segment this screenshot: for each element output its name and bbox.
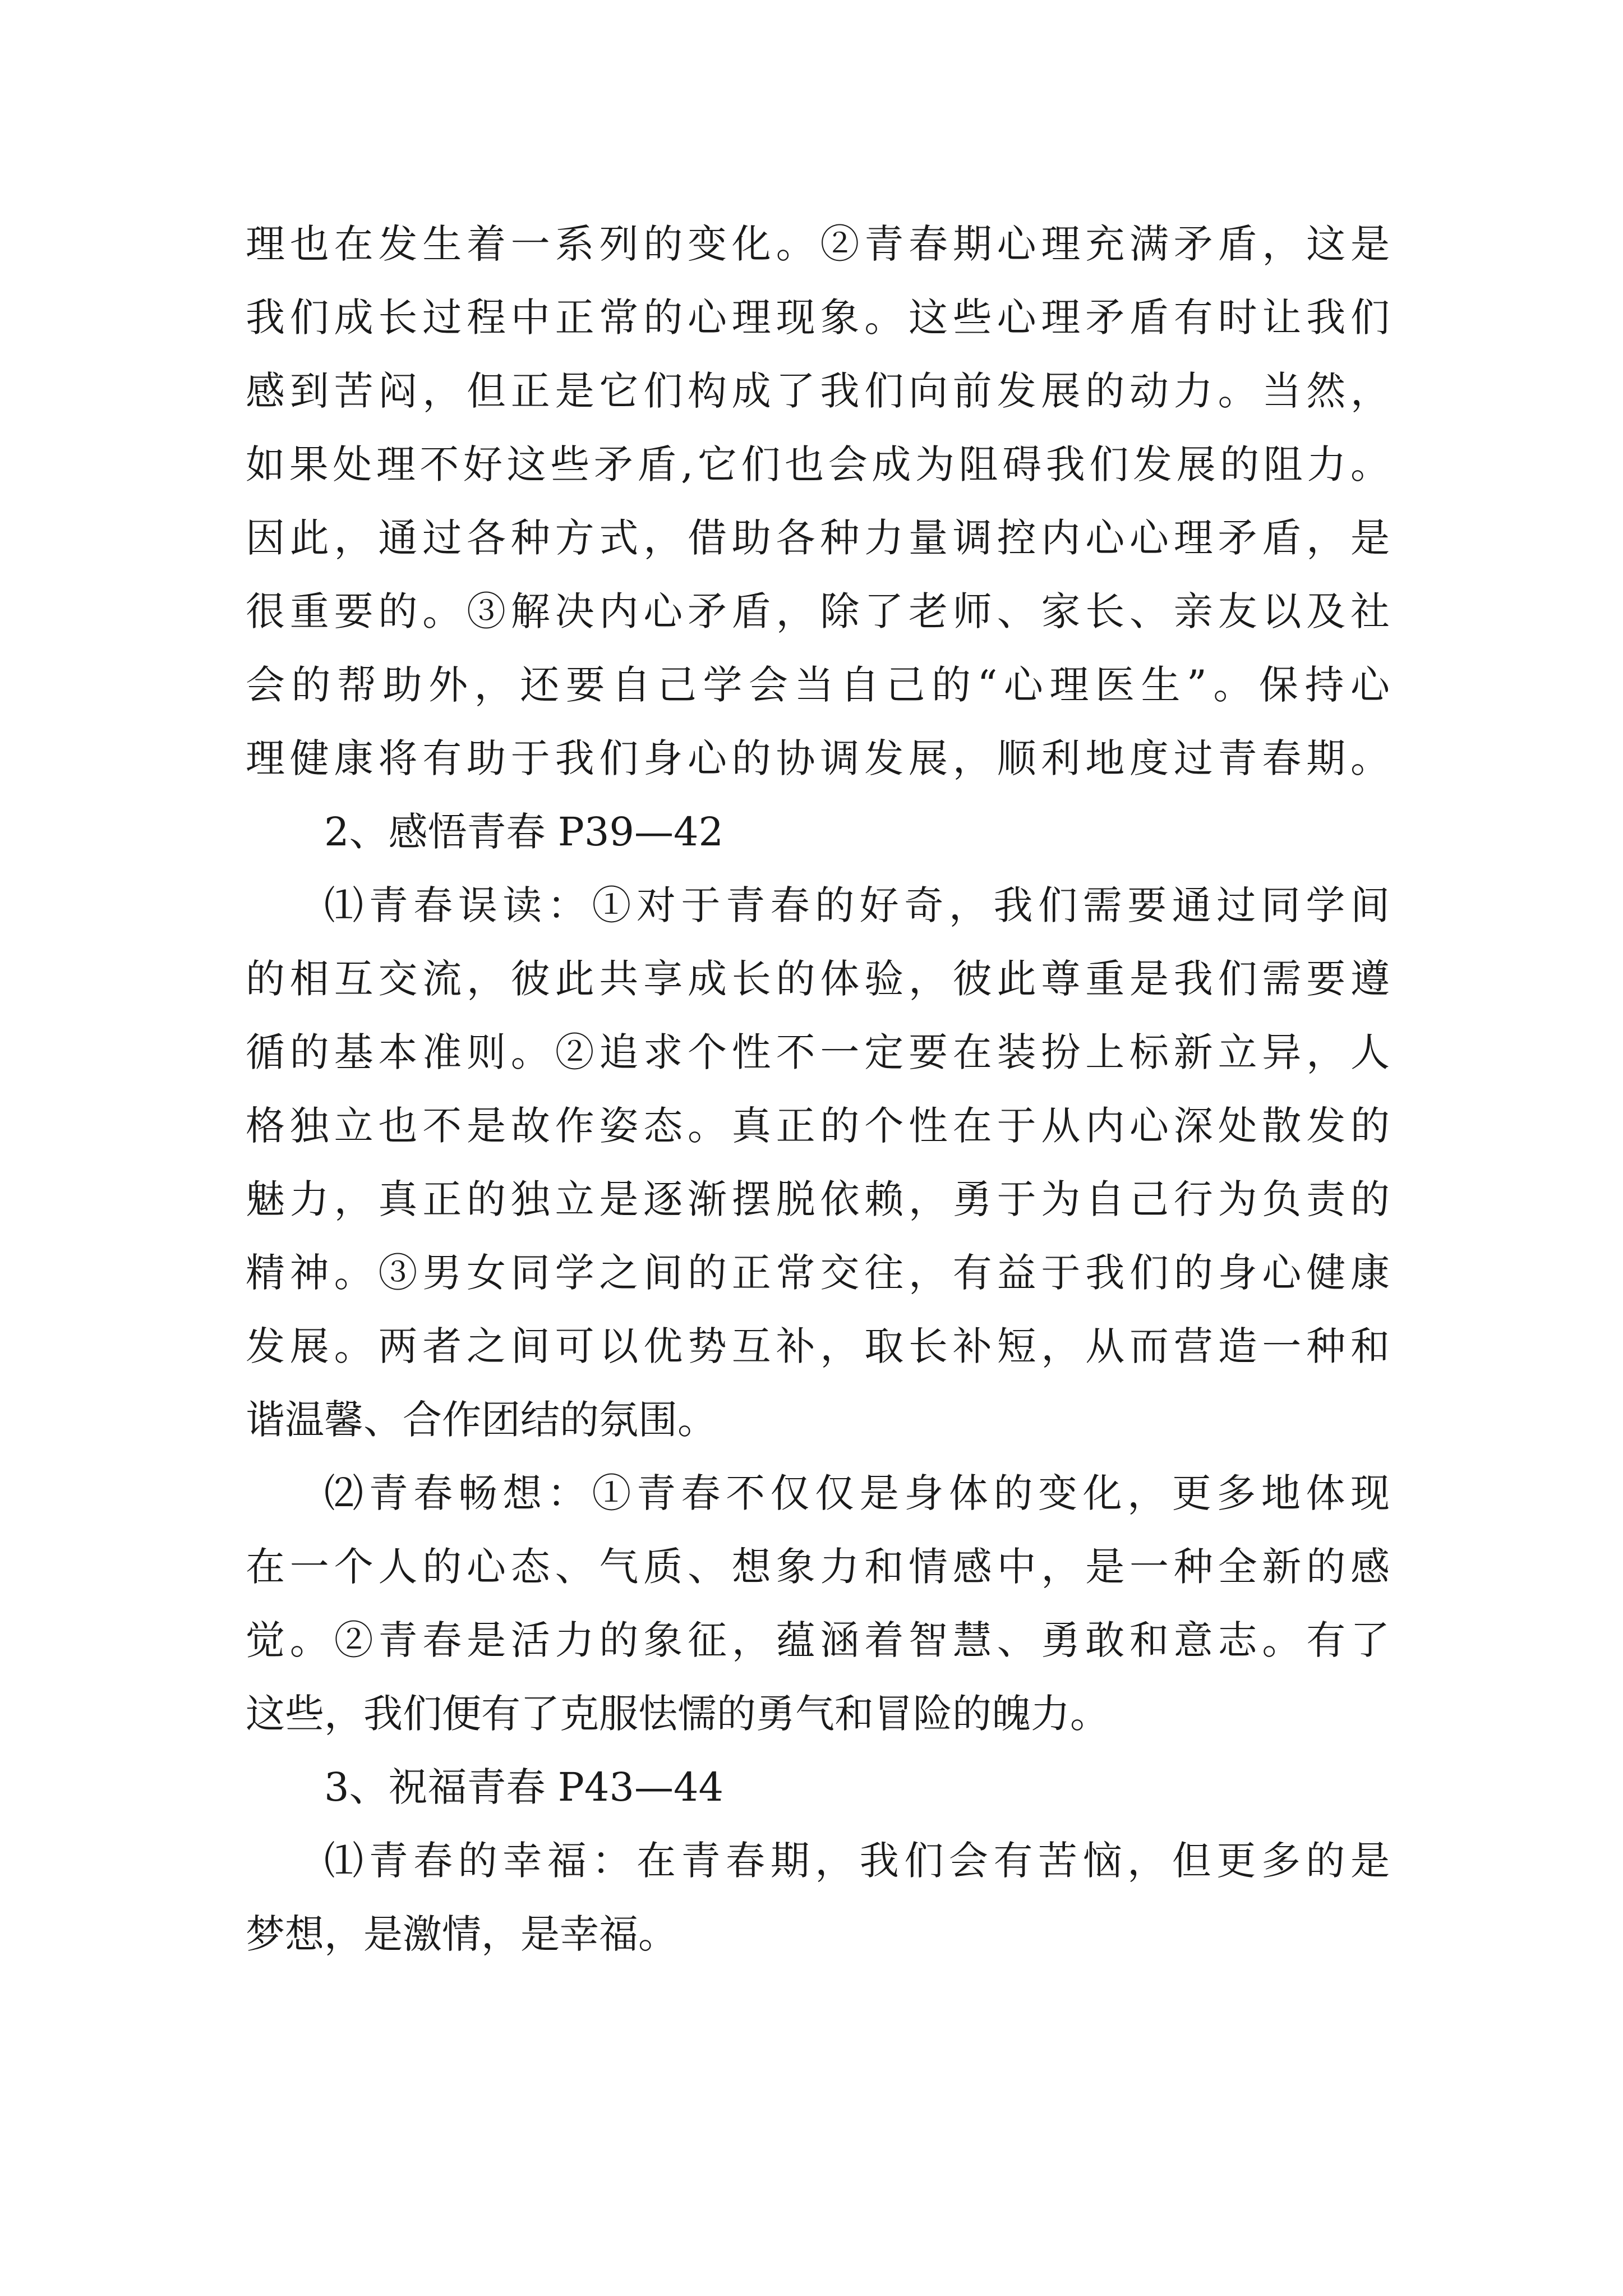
text-line: 谐温馨、合作团结的氛围。 — [246, 1397, 717, 1443]
text-line: 循的基本准则。②追求个性不一定要在装扮上标新立异，人 — [246, 1029, 1390, 1075]
section-heading: 2、感悟青春 P39—42 — [324, 809, 724, 855]
text-line: 这些，我们便有了克服怯懦的勇气和冒险的魄力。 — [246, 1691, 1109, 1737]
text-line: 魅力，真正的独立是逐渐摆脱依赖，勇于为自己行为负责的 — [246, 1176, 1390, 1222]
text-line: 格独立也不是故作姿态。真正的个性在于从内心深处散发的 — [246, 1103, 1390, 1149]
text-line: 理也在发生着一系列的变化。②青春期心理充满矛盾，这是 — [246, 221, 1390, 267]
text-line: 很重要的。③解决内心矛盾，除了老师、家长、亲友以及社 — [246, 588, 1390, 634]
text-line: 因此，通过各种方式，借助各种力量调控内心心理矛盾，是 — [246, 515, 1390, 561]
text-line: 理健康将有助于我们身心的协调发展，顺利地度过青春期。 — [246, 735, 1390, 781]
text-line: 如果处理不好这些矛盾,它们也会成为阻碍我们发展的阻力。 — [246, 441, 1390, 487]
text-line: 我们成长过程中正常的心理现象。这些心理矛盾有时让我们 — [246, 295, 1390, 341]
text-line: 在一个人的心态、气质、想象力和情感中，是一种全新的感 — [246, 1544, 1390, 1590]
paragraph-first-line: ⑴青春的幸福：在青春期，我们会有苦恼，但更多的是 — [324, 1838, 1390, 1884]
text-line: 会的帮助外，还要自己学会当自己的“心理医生”。保持心 — [246, 662, 1390, 708]
text-line: 觉。②青春是活力的象征，蕴涵着智慧、勇敢和意志。有了 — [246, 1617, 1390, 1663]
paragraph-first-line: ⑵青春畅想：①青春不仅仅是身体的变化，更多地体现 — [324, 1470, 1390, 1516]
text-line: 发展。两者之间可以优势互补，取长补短，从而营造一种和 — [246, 1323, 1390, 1369]
text-line: 感到苦闷，但正是它们构成了我们向前发展的动力。当然， — [246, 368, 1390, 414]
text-line: 精神。③男女同学之间的正常交往，有益于我们的身心健康 — [246, 1250, 1390, 1296]
text-line: 梦想，是激情，是幸福。 — [246, 1911, 677, 1957]
text-line: 的相互交流，彼此共享成长的体验，彼此尊重是我们需要遵 — [246, 956, 1390, 1002]
section-heading: 3、祝福青春 P43—44 — [324, 1764, 724, 1810]
paragraph-first-line: ⑴青春误读：①对于青春的好奇，我们需要通过同学间 — [324, 882, 1390, 928]
